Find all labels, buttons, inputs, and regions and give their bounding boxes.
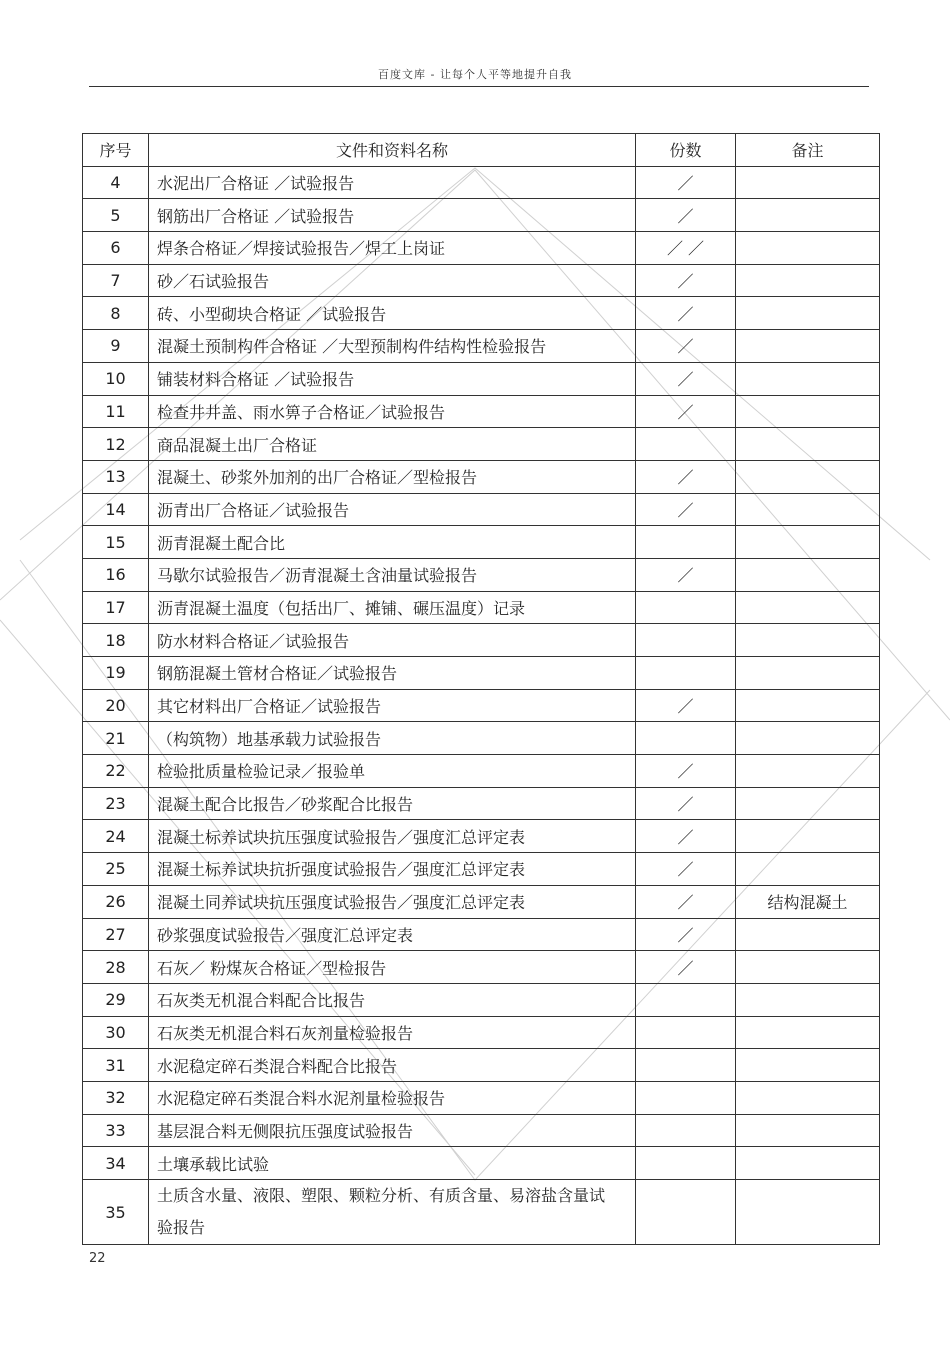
copy-count: ／ [636,689,736,722]
remark [736,624,880,657]
table-row [83,951,880,984]
copy-count: ／ [636,460,736,493]
row-number: 4 [83,166,149,199]
column-header-note: 备注 [736,134,880,167]
document-name: 水泥稳定碎石类混合料水泥剂量检验报告 [149,1081,636,1114]
copy-count: ／ [636,362,736,395]
document-name: 基层混合料无侧限抗压强度试验报告 [149,1114,636,1147]
remark [736,689,880,722]
copy-count [636,1180,736,1245]
table-row [83,493,880,526]
row-number: 19 [83,657,149,690]
copy-count [636,1081,736,1114]
document-name: 钢筋混凝土管材合格证／试验报告 [149,657,636,690]
copy-count: ／ [636,558,736,591]
remark: 结构混凝土 [736,885,880,918]
table-row [83,722,880,755]
copy-count: ／ [636,330,736,363]
document-name: 检验批质量检验记录／报验单 [149,755,636,788]
copy-count: ／ ／ [636,232,736,265]
document-name: 土质含水量、液限、塑限、颗粒分析、有质含量、易溶盐含量试验报告 [149,1180,636,1245]
copy-count: ／ [636,820,736,853]
document-name: 钢筋出厂合格证 ／试验报告 [149,199,636,232]
copy-count [636,722,736,755]
row-number: 5 [83,199,149,232]
table-row [83,297,880,330]
copy-count: ／ [636,787,736,820]
table-row [83,1081,880,1114]
remark [736,1081,880,1114]
remark [736,1114,880,1147]
column-header-count: 份数 [636,134,736,167]
row-number: 27 [83,918,149,951]
table-row [83,885,880,918]
row-number: 16 [83,558,149,591]
row-number: 26 [83,885,149,918]
document-name: 砖、小型砌块合格证 ／试验报告 [149,297,636,330]
table-row [83,166,880,199]
row-number: 21 [83,722,149,755]
page-number: 22 [89,1251,106,1266]
row-number: 24 [83,820,149,853]
copy-count [636,624,736,657]
table-row [83,1147,880,1180]
document-name: 混凝土标养试块抗压强度试验报告／强度汇总评定表 [149,820,636,853]
row-number: 33 [83,1114,149,1147]
table-row [83,199,880,232]
table-row [83,232,880,265]
copy-count [636,591,736,624]
remark [736,1049,880,1082]
table-row [83,264,880,297]
copy-count: ／ [636,264,736,297]
copy-count: ／ [636,755,736,788]
row-number: 25 [83,853,149,886]
row-number: 28 [83,951,149,984]
row-number: 13 [83,460,149,493]
row-number: 23 [83,787,149,820]
remark [736,526,880,559]
document-name: 砂浆强度试验报告／强度汇总评定表 [149,918,636,951]
table-row [83,787,880,820]
remark [736,166,880,199]
remark [736,787,880,820]
table-row [83,460,880,493]
document-name: 砂／石试验报告 [149,264,636,297]
table-row [83,624,880,657]
remark [736,755,880,788]
document-name: 沥青混凝土配合比 [149,526,636,559]
remark [736,722,880,755]
document-name: 石灰类无机混合料配合比报告 [149,983,636,1016]
row-number: 35 [83,1180,149,1245]
copy-count: ／ [636,951,736,984]
document-name: （构筑物）地基承载力试验报告 [149,722,636,755]
document-name: 混凝土同养试块抗压强度试验报告／强度汇总评定表 [149,885,636,918]
row-number: 14 [83,493,149,526]
document-name: 商品混凝土出厂合格证 [149,428,636,461]
table-row [83,558,880,591]
table-row [83,689,880,722]
document-name: 土壤承载比试验 [149,1147,636,1180]
row-number: 32 [83,1081,149,1114]
document-name: 焊条合格证／焊接试验报告／焊工上岗证 [149,232,636,265]
table-row [83,918,880,951]
table-row [83,1114,880,1147]
page-header: 百度文库 - 让每个人平等地提升自我 [378,68,572,81]
document-name: 混凝土标养试块抗折强度试验报告／强度汇总评定表 [149,853,636,886]
remark [736,297,880,330]
remark [736,918,880,951]
row-number: 15 [83,526,149,559]
row-number: 22 [83,755,149,788]
copy-count: ／ [636,918,736,951]
document-name: 铺装材料合格证 ／试验报告 [149,362,636,395]
column-header-name: 文件和资料名称 [149,134,636,167]
row-number: 20 [83,689,149,722]
document-name: 沥青出厂合格证／试验报告 [149,493,636,526]
table-row [83,428,880,461]
document-name: 混凝土配合比报告／砂浆配合比报告 [149,787,636,820]
table-row [83,1049,880,1082]
row-number: 10 [83,362,149,395]
table-row [83,362,880,395]
document-name: 混凝土预制构件合格证 ／大型预制构件结构性检验报告 [149,330,636,363]
document-name: 混凝土、砂浆外加剂的出厂合格证／型检报告 [149,460,636,493]
remark [736,199,880,232]
copy-count [636,657,736,690]
row-number: 8 [83,297,149,330]
remark [736,951,880,984]
document-name: 石灰／ 粉煤灰合格证／型检报告 [149,951,636,984]
header-rule [89,86,869,87]
row-number: 6 [83,232,149,265]
table-row [83,657,880,690]
row-number: 9 [83,330,149,363]
document-name: 石灰类无机混合料石灰剂量检验报告 [149,1016,636,1049]
table-row [83,591,880,624]
table-row [83,330,880,363]
remark [736,362,880,395]
remark [736,983,880,1016]
copy-count [636,1114,736,1147]
copy-count [636,1016,736,1049]
row-number: 31 [83,1049,149,1082]
table-row [83,983,880,1016]
row-number: 34 [83,1147,149,1180]
document-name: 防水材料合格证／试验报告 [149,624,636,657]
remark [736,330,880,363]
document-name: 马歇尔试验报告／沥青混凝土含油量试验报告 [149,558,636,591]
document-name: 水泥稳定碎石类混合料配合比报告 [149,1049,636,1082]
copy-count: ／ [636,885,736,918]
document-name: 沥青混凝土温度（包括出厂、摊铺、碾压温度）记录 [149,591,636,624]
remark [736,428,880,461]
copy-count [636,1147,736,1180]
row-number: 12 [83,428,149,461]
remark [736,820,880,853]
row-number: 30 [83,1016,149,1049]
remark [736,232,880,265]
remark [736,558,880,591]
remark [736,493,880,526]
remark [736,1180,880,1245]
copy-count: ／ [636,493,736,526]
copy-count: ／ [636,853,736,886]
row-number: 11 [83,395,149,428]
remark [736,657,880,690]
remark [736,1147,880,1180]
copy-count: ／ [636,395,736,428]
document-name: 检查井井盖、雨水箅子合格证／试验报告 [149,395,636,428]
table-row [83,526,880,559]
remark [736,460,880,493]
table-row [83,853,880,886]
table-row [83,1016,880,1049]
row-number: 29 [83,983,149,1016]
copy-count: ／ [636,297,736,330]
table-row [83,1180,880,1245]
row-number: 18 [83,624,149,657]
document-name: 其它材料出厂合格证／试验报告 [149,689,636,722]
remark [736,1016,880,1049]
remark [736,395,880,428]
remark [736,853,880,886]
documents-table [82,133,880,1245]
document-name: 水泥出厂合格证 ／试验报告 [149,166,636,199]
remark [736,591,880,624]
remark [736,264,880,297]
table-row [83,395,880,428]
copy-count: ／ [636,199,736,232]
copy-count [636,428,736,461]
copy-count [636,983,736,1016]
row-number: 17 [83,591,149,624]
copy-count: ／ [636,166,736,199]
copy-count [636,526,736,559]
row-number: 7 [83,264,149,297]
column-header-no: 序号 [83,134,149,167]
table-row [83,820,880,853]
table-header-row [83,134,880,167]
copy-count [636,1049,736,1082]
table-row [83,755,880,788]
